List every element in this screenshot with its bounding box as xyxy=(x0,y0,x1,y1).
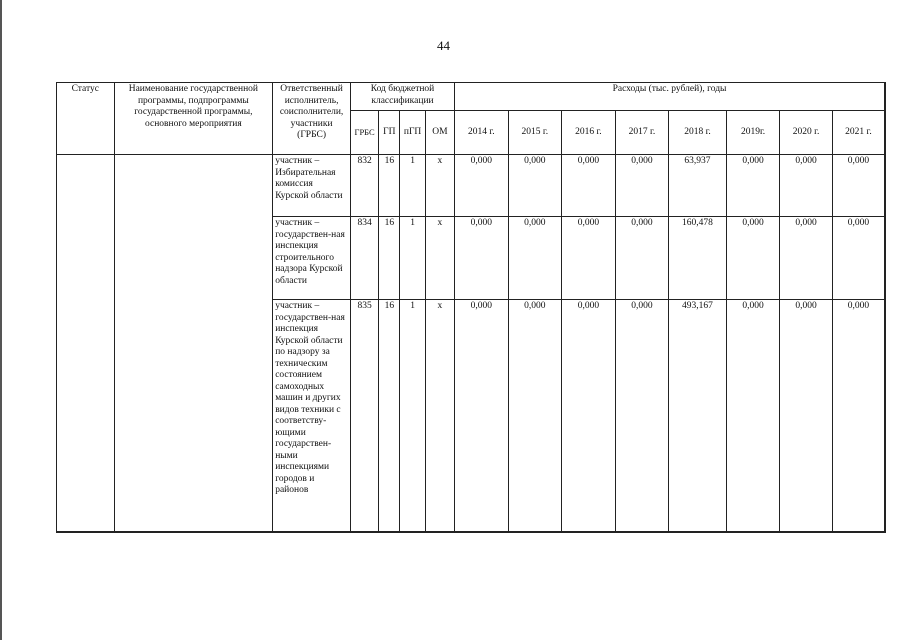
pgp-cell: 1 xyxy=(400,300,425,533)
header-year-2019: 2019г. xyxy=(726,111,780,155)
header-year-2021: 2021 г. xyxy=(832,111,885,155)
value-2015: 0,000 xyxy=(508,300,562,533)
gp-cell: 16 xyxy=(379,155,400,217)
header-grbs: ГРБС xyxy=(350,111,378,155)
value-2020: 0,000 xyxy=(780,300,833,533)
value-2014: 0,000 xyxy=(455,217,509,300)
gp-cell: 16 xyxy=(379,217,400,300)
gp-cell: 16 xyxy=(379,300,400,533)
value-2014: 0,000 xyxy=(455,155,509,217)
value-2020: 0,000 xyxy=(780,217,833,300)
header-year-2018: 2018 г. xyxy=(669,111,727,155)
name-cell xyxy=(114,155,273,533)
value-2021: 0,000 xyxy=(832,300,885,533)
header-executor: Ответственный исполнитель, соисполнители, участники (ГРБС) xyxy=(273,83,351,155)
header-year-2020: 2020 г. xyxy=(780,111,833,155)
om-cell: х xyxy=(425,300,454,533)
om-cell: х xyxy=(425,217,454,300)
header-om: ОМ xyxy=(425,111,454,155)
header-status: Статус xyxy=(57,83,115,155)
executor-cell: участник – государствен-ная инспекция Курской области по надзору за техническим состоянием самоходных машин и других видов техники с соответству-ющими государствен-ными инспекциями городов и районов xyxy=(273,300,351,533)
value-2019: 0,000 xyxy=(726,217,780,300)
scan-left-edge xyxy=(0,0,2,640)
value-2021: 0,000 xyxy=(832,217,885,300)
header-year-2016: 2016 г. xyxy=(562,111,616,155)
value-2017: 0,000 xyxy=(615,217,669,300)
value-2020: 0,000 xyxy=(780,155,833,217)
value-2018: 160,478 xyxy=(669,217,727,300)
value-2016: 0,000 xyxy=(562,217,616,300)
header-budget-code: Код бюджетной классификации xyxy=(350,83,454,111)
header-pgp: пГП xyxy=(400,111,425,155)
header-year-2015: 2015 г. xyxy=(508,111,562,155)
budget-table-container xyxy=(56,82,886,533)
value-2019: 0,000 xyxy=(726,155,780,217)
grbs-cell: 835 xyxy=(350,300,378,533)
value-2017: 0,000 xyxy=(615,300,669,533)
value-2016: 0,000 xyxy=(562,155,616,217)
executor-cell: участник – Избирательная комиссия Курской области xyxy=(273,155,351,217)
header-year-2014: 2014 г. xyxy=(455,111,509,155)
value-2018: 63,937 xyxy=(669,155,727,217)
header-year-2017: 2017 г. xyxy=(615,111,669,155)
grbs-cell: 832 xyxy=(350,155,378,217)
value-2015: 0,000 xyxy=(508,217,562,300)
header-name: Наименование государственной программы, подпрограммы государственной программы, основного мероприятия xyxy=(114,83,273,155)
header-expenses: Расходы (тыс. рублей), годы xyxy=(455,83,885,111)
om-cell: х xyxy=(425,155,454,217)
value-2015: 0,000 xyxy=(508,155,562,217)
value-2016: 0,000 xyxy=(562,300,616,533)
value-2018: 493,167 xyxy=(669,300,727,533)
pgp-cell: 1 xyxy=(400,217,425,300)
grbs-cell: 834 xyxy=(350,217,378,300)
value-2017: 0,000 xyxy=(615,155,669,217)
value-2014: 0,000 xyxy=(455,300,509,533)
value-2021: 0,000 xyxy=(832,155,885,217)
header-gp: ГП xyxy=(379,111,400,155)
status-cell xyxy=(57,155,115,533)
budget-table xyxy=(56,82,886,533)
pgp-cell: 1 xyxy=(400,155,425,217)
page-number: 44 xyxy=(437,38,450,53)
value-2019: 0,000 xyxy=(726,300,780,533)
executor-cell: участник – государствен-ная инспекция строительного надзора Курской области xyxy=(273,217,351,300)
table-row xyxy=(57,155,886,217)
